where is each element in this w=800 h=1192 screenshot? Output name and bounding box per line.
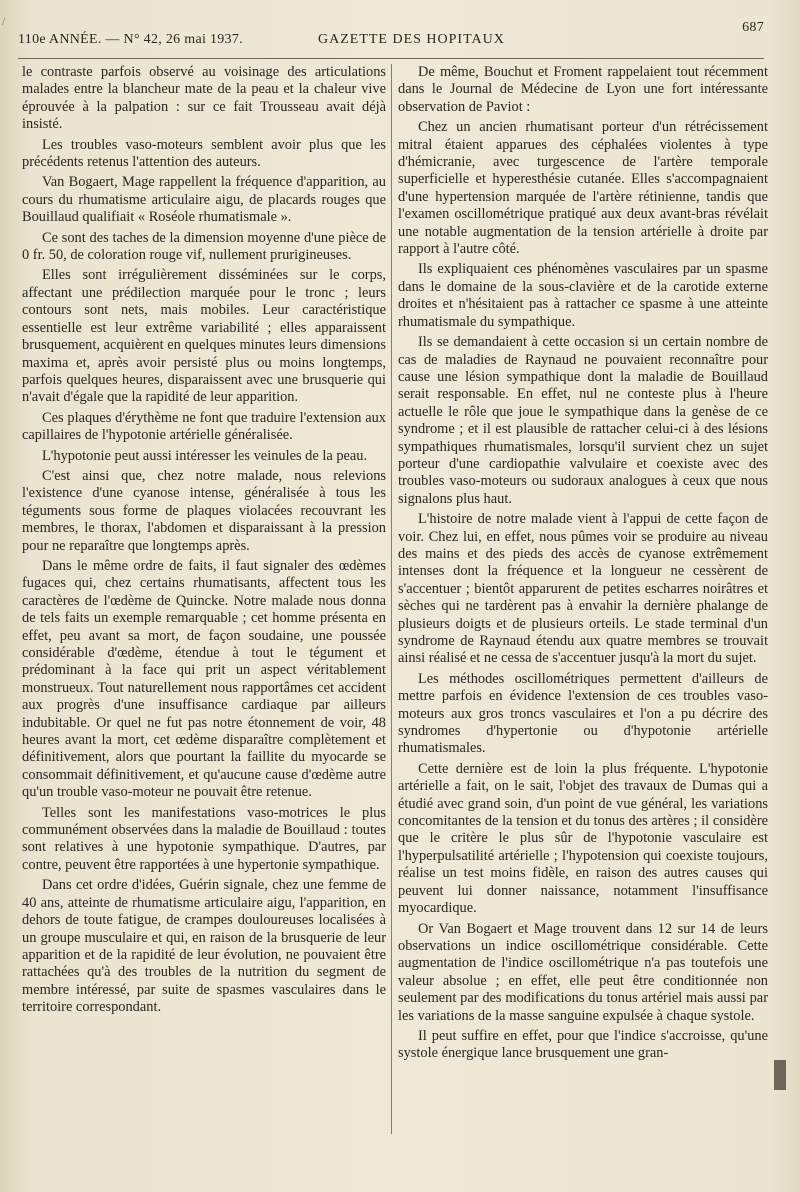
paragraph: Ils se demandaient à cette occasion si un certain nombre de cas de maladies de Raynaud ne pouvaient reconnaître pour cause une lésion sympathique dont la maladie de Bouillaud serait responsable. En effet, nul ne conteste plus à l'heure actuelle le rôle que joue le sympathique dans la genèse de ce syndrome ; et il est plausible de rattacher celui-ci à des lésions sympathiques rhumatismales, lorsqu'il survient chez un sujet porteur d'une cardiopathie valvulaire et coexiste avec des troubles vaso-moteurs ou sudoraux analogues à ceux que nous signalons plus haut. [398, 334, 768, 507]
paragraph: Ces plaques d'érythème ne font que traduire l'extension aux capillaires de l'hypotonie artérielle généralisée. [22, 409, 386, 444]
paragraph: L'histoire de notre malade vient à l'appui de cette façon de voir. Chez lui, en effet, nous pûmes voir se produire au niveau des mains et des pieds des accès de cyanose extrêmement intenses dont la fréquence et la longueur ne cessèrent de s'accentuer ; bientôt apparurent de petites escharres noirâtres et sèches qui ne tardèrent pas à envahir la dernière phalange de plusieurs doigts et de plusieurs orteils. Le stade terminal d'un syndrome de Raynaud étendu aux quatre membres se trouvait ainsi réalisé et ne cessa de s'accentuer jusqu'à la mort du sujet. [398, 511, 768, 667]
paragraph: Les troubles vaso-moteurs semblent avoir plus que les précédents retenus l'attention des auteurs. [22, 136, 386, 171]
paragraph: Les méthodes oscillométriques permettent d'ailleurs de mettre parfois en évidence l'extension de ces troubles vaso-moteurs aux gros troncs vasculaires et l'on a pu décrire des syndromes d'hypertonie ou d'hypotonie artérielle rhumatismales. [398, 670, 768, 757]
column-divider [391, 64, 392, 1134]
paragraph: Il peut suffire en effet, pour que l'indice s'accroisse, qu'une systole énergique lance brusquement une gran- [398, 1027, 768, 1062]
paragraph: Elles sont irrégulièrement disséminées sur le corps, affectant une prédilection marquée pour le tronc ; leurs contours sont nets, mais mobiles. Leur caractéristique essentielle est leur extrême variabilité ; elles apparaissent brusquement, acquièrent en quelques minutes leurs dimensions maxima et, après avoir persisté plus ou moins longtemps, parfois quelques heures, disparaissent avec une brusquerie qui n'avait d'égale que la rapidité de leur apparition. [22, 267, 386, 406]
paragraph: Dans le même ordre de faits, il faut signaler des œdèmes fugaces qui, chez certains rhumatisants, affectent tous les caractères de l'œdème de Quincke. Notre malade nous donna de tels faits un exemple remarquable ; cet homme présenta en effet, peu avant sa mort, de façon soudaine, une poussée considérable d'œdème, étendue à tout le tégument et prédominant à la face qui prit un aspect véritablement monstrueux. Tout naturellement nous rapportâmes cet accident aux progrès d'une insuffisance cardiaque par ailleurs indubitable. Or quel ne fut pas notre étonnement de voir, 48 heures avant la mort, cet œdème disparaître complètement et définitivement, alors que pourtant la faillite du myocarde se consommait définitivement, et qu'aucune cause d'œdème autre qu'un trouble vaso-moteur ne pouvait être retenue. [22, 557, 386, 801]
paragraph: Chez un ancien rhumatisant porteur d'un rétrécissement mitral étaient apparues des céphalées violentes à type d'hémicranie, avec turgescence de l'artère temporale superficielle et hyperesthésie cutanée. Elles s'accompagnaient d'une hypertension marquée de l'artère rétinienne, tandis que l'examen oscillométrique pratiqué aux deux avant-bras révélait une notable augmentation de la tension artérielle à droite par rapport à l'autre côté. [398, 119, 768, 258]
paragraph: Telles sont les manifestations vaso-motrices le plus communément observées dans la maladie de Bouillaud : toutes sont relatives à une hypotonie sympathique. D'autres, par contre, peuvent être rapportées à une hypertonie sympathique. [22, 804, 386, 873]
page-number: 687 [742, 20, 764, 35]
margin-mark: / [2, 14, 6, 28]
left-column [22, 64, 386, 1020]
paragraph: C'est ainsi que, chez notre malade, nous relevions l'existence d'une cyanose intense, généralisée à tous les téguments sous forme de plaques violacées recouvrant les membres, le thorax, l'abdomen et disparaissant à la pression pour ne reparaître que longtemps après. [22, 467, 386, 554]
paragraph: Cette dernière est de loin la plus fréquente. L'hypotonie artérielle a fait, on le sait, l'objet des travaux de Dumas qui a étudié avec grand soin, d'un point de vue général, les variations concomitantes de la tension et du tonus des artères ; il considère que le critère le plus sûr de l'hypotonie vasculaire est l'hyperpulsatilité artérielle ; l'hypotension qui coexiste toujours, réalise un test moins fidèle, en raison des autres causes qui peuvent lui donner naissance, notamment l'insuffisance myocardique. [398, 760, 768, 917]
paragraph: De même, Bouchut et Froment rappelaient tout récemment dans le Journal de Médecine de Lyon une fort intéressante observation de Paviot : [398, 64, 768, 115]
right-column [398, 64, 768, 1066]
paragraph: Ce sont des taches de la dimension moyenne d'une pièce de 0 fr. 50, de coloration rouge vif, nullement prurigineuses. [22, 229, 386, 264]
paragraph: Or Van Bogaert et Mage trouvent dans 12 sur 14 de leurs observations un indice oscillométrique considérable. Cette augmentation de l'indice oscillométrique n'a pas toutefois une valeur absolue ; en effet, elle peut être conditionnée non seulement par des modifications du tonus artériel mais aussi par les variations de la masse sanguine expulsée à chaque systole. [398, 920, 768, 1024]
paragraph: L'hypotonie peut aussi intéresser les veinules de la peau. [42, 447, 368, 464]
page-header [18, 20, 764, 52]
paragraph: Dans cet ordre d'idées, Guérin signale, chez une femme de 40 ans, atteinte de rhumatisme articulaire aigu, l'apparition, en dehors de toute fatigue, de crampes douloureuses localisées à un groupe musculaire et qui, en raison de la brusquerie de leur apparition et de la rapidité de leur évolution, ne pouvaient être rattachées qu'à des troubles de la nutrition du segment de membre intéressé, par suite de spasmes vasculaires dans le territoire correspondant. [22, 877, 386, 1016]
scan-edge-mark [774, 1060, 786, 1090]
paragraph: Van Bogaert, Mage rappellent la fréquence d'apparition, au cours du rhumatisme articulaire aigu, de placards rouges que Bouillaud qualifiait « Roséole rhumatismale ». [22, 174, 386, 226]
paragraph: le contraste parfois observé au voisinage des articulations malades entre la blancheur mate de la peau et la chaleur vive éprouvée à la palpation : sur ce fait Trousseau avait déjà insisté. [22, 64, 386, 133]
publication-title: GAZETTE DES HOPITAUX [318, 32, 505, 47]
issue-line: 110e ANNÉE. — N° 42, 26 mai 1937. [18, 32, 243, 47]
paragraph: Ils expliquaient ces phénomènes vasculaires par un spasme dans le domaine de la sous-clavière et de la carotide externe droites et n'hésitaient pas à rattacher ce spasme à une atteinte rhumatismale du sympathique. [398, 261, 768, 330]
header-rule [18, 58, 764, 59]
